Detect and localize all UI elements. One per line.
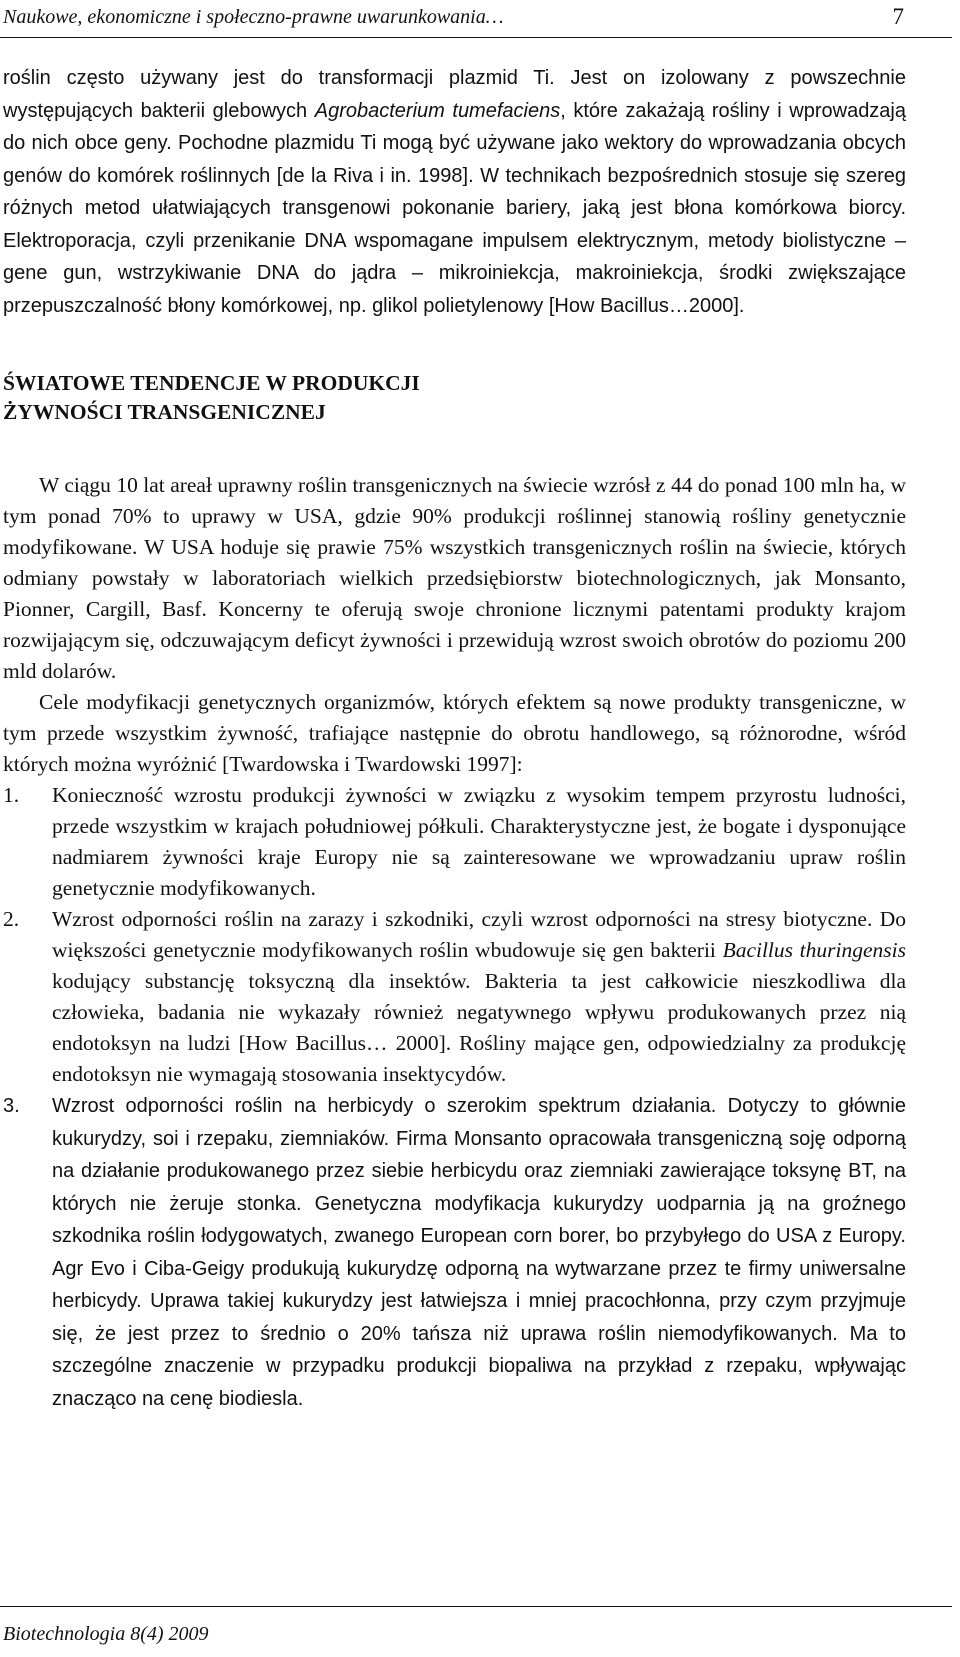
bacteria-species-name: Bacillus thuringensis xyxy=(722,938,906,962)
section-heading-line2: ŻYWNOŚCI TRANSGENICZNEJ xyxy=(3,400,326,424)
section-paragraph-1: W ciągu 10 lat areał uprawny roślin transgenicznych na świecie wzrósł z 44 do ponad 100 mln ha, w tym ponad 70% to uprawy w USA, gdzie 90% produkcji roślinnej stanowią rośliny genetycznie modyfikowane. W USA hoduje się prawie 75% wszystkich transgenicznych roślin na świecie, których odmiany powstały w laboratoriach wielkich przedsiębiorstw biotechnologicznych, jak Monsanto, Pionner, Cargill, Basf. Koncerny te oferują swoje chronione licznymi patentami produkty krajom rozwijającym się, odczuwającym deficyt żywności i przewidują wzrost swoich obrotów do poziomu 200 mld dolarów. xyxy=(3,473,906,683)
intro-paragraph xyxy=(3,62,906,322)
intro-text-a: roślin często używany jest do transformacji plazmid Ti. Jest on izolowany z powszechnie występujących bakterii glebowych xyxy=(3,67,906,122)
running-header-title: Naukowe, ekonomiczne i społeczno-prawne uwarunkowania… xyxy=(3,6,504,28)
footer-rule xyxy=(0,1606,952,1607)
list-item xyxy=(3,1090,906,1415)
intro-text-b: , które zakażają rośliny i wprowadzają do nich obce geny. Pochodne plazmidu Ti mogą być używane jako wektory do wprowadzania obcych genów do komórek roślinnych [de la Riva i in. 1998]. W technikach bezpośrednich stosuje się szereg różnych metod ułatwiających transgenowi pokonanie bariery, jaką jest błona komórkowa biorcy. Elektroporacja, czyli przenikanie DNA wspomagane impulsem elektrycznym, metody biolistyczne – gene gun, wstrzykiwanie DNA do jądra – mikroiniekcja, makroiniekcja, środki zwiększające przepuszczalność błony komórkowej, np. glikol polietylenowy [How Bacillus…2000]. xyxy=(3,99,906,317)
journal-citation: Biotechnologia 8(4) 2009 xyxy=(3,1623,209,1645)
list-item xyxy=(3,780,906,904)
section-heading-line1: ŚWIATOWE TENDENCJE W PRODUKCJI xyxy=(3,371,420,395)
header-rule xyxy=(0,37,952,38)
list-item-text-b: kodujący substancję toksyczną dla insektów. Bakteria ta jest całkowicie nieszkodliwa dla człowieka, badania nie wykazały również negatywnego wpływu produkowanych przez nią endotoksyn na ludzi [How Bacillus… 2000]. Rośliny mające gen, odpowiedzialny za produkcję endotoksyn nie wymagają stosowania insektycydów. xyxy=(52,969,906,1086)
running-footer xyxy=(0,1606,952,1645)
list-item-text-a: Wzrost odporności roślin na zarazy i szkodniki, czyli wzrost odporności na stresy biotyczne. Do większości genetycznie modyfikowanych roślin wbudowuje się gen bakterii xyxy=(52,907,906,962)
list-item xyxy=(3,904,906,1090)
goals-list xyxy=(3,780,906,1415)
page-number: 7 xyxy=(892,4,904,29)
list-item-number: 1. xyxy=(3,783,20,807)
list-item-number: 2. xyxy=(3,907,20,931)
page-body xyxy=(3,62,906,1415)
intro-species-name: Agrobacterium tumefaciens xyxy=(314,99,561,122)
running-header xyxy=(0,0,960,40)
list-item-text: Wzrost odporności roślin na herbicydy o szerokim spektrum działania. Dotyczy to głównie kukurydzy, soi i rzepaku, ziemniaków. Firma Monsanto opracowała transgeniczną soję odporną na działanie produkowanego przez siebie herbicydu oraz ziemniaki zawierające toksynę BT, na których nie żeruje stonka. Genetyczna modyfikacja kukurydzy uodparnia ją na groźnego szkodnika roślin łodygowatych, zwanego European corn borer, bo przybyłego do USA z Europy. Agr Evo i Ciba-Geigy produkują kukurydzę odporną na wytwarzane przez te firmy uniwersalne herbicydy. Uprawa takiej kukurydzy jest łatwiejsza i mniej pracochłonna, przy czym przyjmuje się, że jest przez to średnio o 20% tańsza niż uprawa roślin niemodyfikowanych. Ma to szczególne znaczenie w przypadku produkcji biopaliwa na przykład z rzepaku, wpływając znacząco na cenę biodiesla. xyxy=(52,1095,906,1410)
section-heading xyxy=(3,369,906,427)
list-item-text xyxy=(52,904,906,1090)
list-item-text: Konieczność wzrostu produkcji żywności w związku z wysokim tempem przyrostu ludności, przede wszystkim w krajach południowej półkuli. Charakterystyczne jest, że bogate i dysponujące nadmiarem żywności kraje Europy nie są zainteresowane we wprowadzaniu upraw roślin genetycznie modyfikowanych. xyxy=(52,783,906,900)
list-item-number: 3. xyxy=(3,1095,20,1117)
section-paragraph-2: Cele modyfikacji genetycznych organizmów, których efektem są nowe produkty transgeniczne, w tym przede wszystkim żywność, trafiające następnie do obrotu handlowego, są różnorodne, wśród których można wyróżnić [Twardowska i Twardowski 1997]: xyxy=(3,690,906,776)
